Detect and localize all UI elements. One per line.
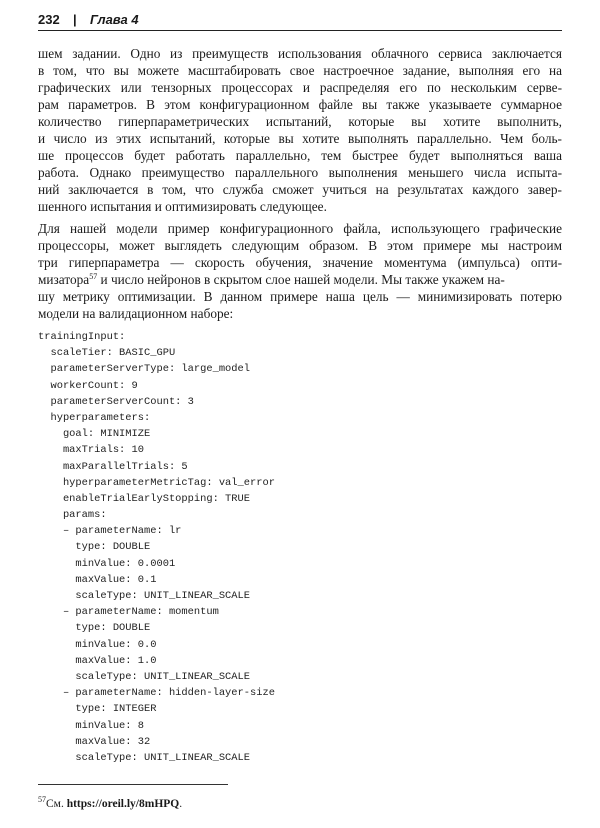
paragraph-line: процессоры, может выглядеть следующим образом. В этом примере мы настроим bbox=[38, 238, 562, 253]
code-line: type: DOUBLE bbox=[38, 541, 151, 554]
paragraph-line: модели на валидационном наборе: bbox=[38, 306, 234, 321]
code-line: scaleTier: BASIC_GPU bbox=[38, 347, 176, 360]
paragraph-intro bbox=[38, 45, 562, 215]
footnote bbox=[38, 795, 182, 810]
code-line: parameterServerType: large_model bbox=[38, 363, 251, 376]
code-line: type: DOUBLE bbox=[38, 622, 151, 635]
page-header bbox=[38, 9, 562, 31]
code-line: minValue: 8 bbox=[38, 719, 145, 732]
paragraph-line: в том, что вы можете масштабировать свое настроечное задание, выполняя его на bbox=[38, 63, 562, 78]
code-line: enableTrialEarlyStopping: TRUE bbox=[38, 492, 251, 505]
line-text: и число нейронов в скрытом слое нашей модели. Мы также укажем на- bbox=[97, 272, 505, 287]
code-line: params: bbox=[38, 509, 107, 522]
chapter-title: Глава 4 bbox=[90, 12, 139, 27]
paragraph-config-example bbox=[38, 220, 562, 322]
footnote-prefix: См. bbox=[46, 797, 67, 810]
page-number: 232 bbox=[38, 12, 60, 27]
code-line: scaleType: UNIT_LINEAR_SCALE bbox=[38, 751, 251, 764]
paragraph-line: количество гиперпараметрических испытаний, которые вы хотите выполнить, bbox=[38, 114, 562, 129]
paragraph-line: три гиперпараметра — скорость обучения, значение моментума (импульса) опти- bbox=[38, 255, 562, 270]
footnote-divider bbox=[38, 784, 228, 785]
code-line: parameterServerCount: 3 bbox=[38, 395, 194, 408]
footnote-link[interactable]: https://oreil.ly/8mHPQ bbox=[66, 797, 180, 810]
code-line: hyperparameters: bbox=[38, 411, 151, 424]
code-listing bbox=[38, 329, 562, 766]
paragraph-line: ний заключается в том, что служба сможет учиться на результатах каждого завер- bbox=[38, 182, 562, 197]
paragraph-line: ше процессов будет работать параллельно, тем быстрее будет выполняться ваша bbox=[38, 148, 562, 163]
code-line: minValue: 0.0 bbox=[38, 638, 157, 651]
code-line: minValue: 0.0001 bbox=[38, 557, 176, 570]
paragraph-line: шу метрику оптимизации. В данном примере наша цель — минимизировать потерю bbox=[38, 289, 562, 304]
code-line: – parameterName: lr bbox=[38, 525, 182, 538]
code-line: hyperparameterMetricTag: val_error bbox=[38, 476, 275, 489]
code-line: maxTrials: 10 bbox=[38, 444, 145, 457]
line-text: мизатора bbox=[38, 272, 90, 287]
code-line: trainingInput: bbox=[38, 331, 126, 343]
code-line: scaleType: UNIT_LINEAR_SCALE bbox=[38, 670, 251, 683]
footnote-reference: 57 bbox=[89, 272, 98, 281]
code-line: type: INTEGER bbox=[38, 703, 157, 716]
footnote-number: 57 bbox=[38, 795, 46, 804]
paragraph-line: рам параметров. В этом конфигурационном файле вы также указываете суммарное bbox=[38, 97, 562, 112]
footnote-suffix: . bbox=[179, 797, 183, 810]
paragraph-line: работа. Однако преимущество параллельного выполнения меньшего числа испыта- bbox=[38, 165, 562, 180]
paragraph-line: графических или тензорных процессорах и распределяя его по нескольким серве- bbox=[38, 80, 562, 95]
code-line: – parameterName: momentum bbox=[38, 606, 219, 619]
code-line: goal: MINIMIZE bbox=[38, 428, 151, 441]
paragraph-line: шем задании. Одно из преимуществ использования облачного сервиса заключается bbox=[38, 46, 562, 61]
code-line: maxValue: 0.1 bbox=[38, 573, 157, 586]
code-line: maxValue: 32 bbox=[38, 735, 151, 748]
code-line: workerCount: 9 bbox=[38, 379, 138, 392]
code-line: maxValue: 1.0 bbox=[38, 654, 157, 667]
paragraph-line: шенного испытания и оптимизировать следующее. bbox=[38, 199, 327, 214]
paragraph-line: и число из этих испытаний, которые вы хотите выполнять параллельно. Чем боль- bbox=[38, 131, 562, 146]
header-separator: | bbox=[73, 12, 77, 27]
paragraph-line bbox=[38, 271, 562, 288]
code-line: scaleType: UNIT_LINEAR_SCALE bbox=[38, 590, 251, 602]
code-line: maxParallelTrials: 5 bbox=[38, 460, 188, 473]
paragraph-line: Для нашей модели пример конфигурационного файла, использующего графические bbox=[38, 221, 562, 236]
code-line: – parameterName: hidden-layer-size bbox=[38, 687, 275, 700]
